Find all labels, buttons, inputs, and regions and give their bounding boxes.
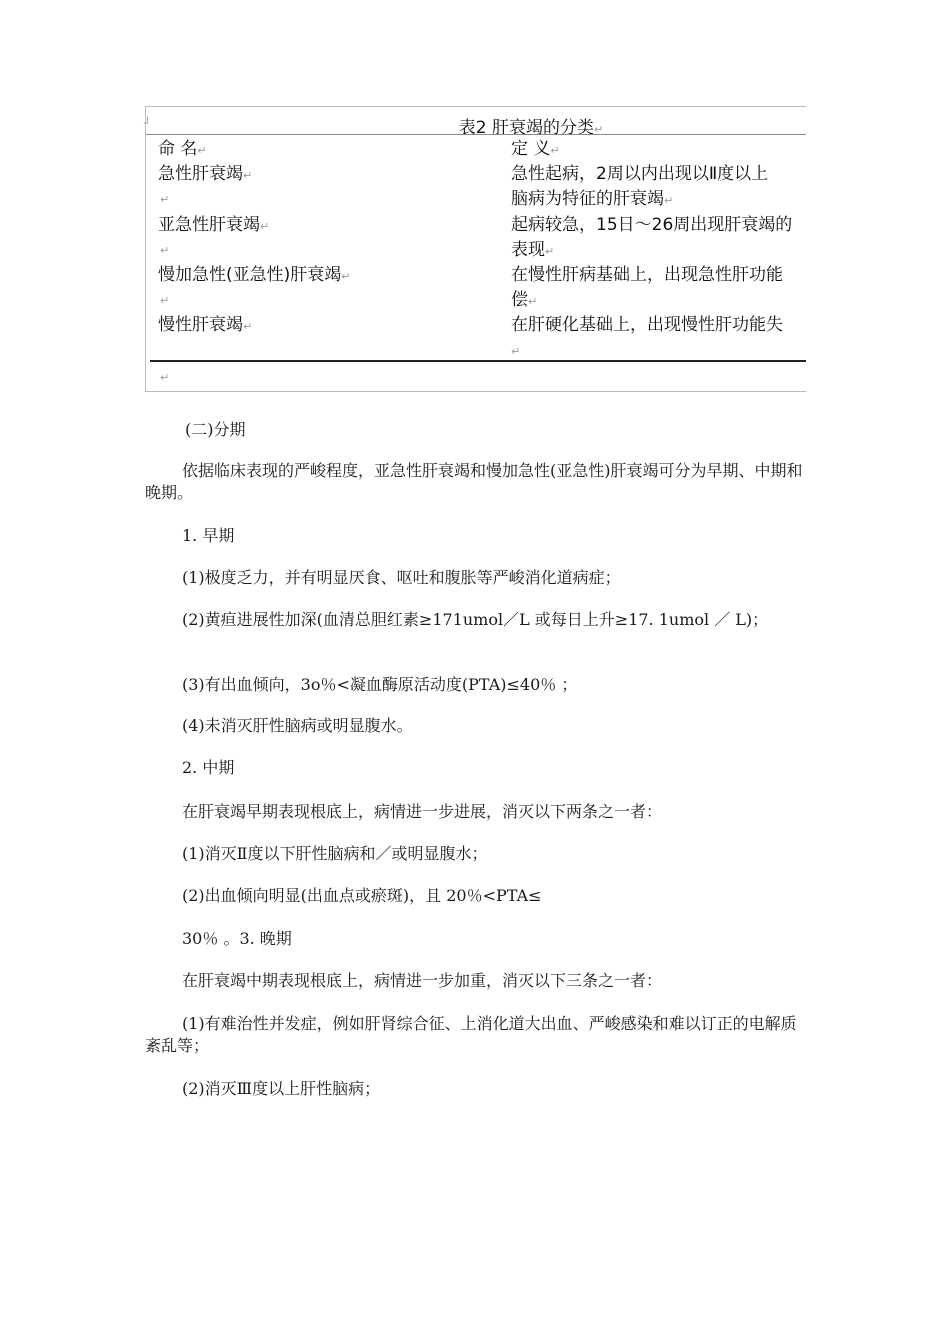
paragraph-mark: ↵ xyxy=(160,244,170,257)
paragraph: 依据临床表现的严峻程度，亚急性肝衰竭和慢加急性(亚急性)肝衰竭可分为早期、中期和晚期。 xyxy=(145,461,803,502)
table-row-name: 慢加急性(亚急性)肝衰竭↵ xyxy=(158,265,351,285)
table-row-definition: 在肝硬化基础上，出现慢性肝功能失 xyxy=(511,315,783,335)
table-row-definition: 表现↵ xyxy=(511,240,555,260)
paragraph: 在肝衰竭中期表现根底上，病情进一步加重，消灭以下三条之一者： xyxy=(182,971,663,990)
paragraph-mark: ↵ xyxy=(160,294,170,307)
subheading-early: 1. 早期 xyxy=(182,526,235,545)
list-item: (4)未消灭肝性脑病或明显腹水。 xyxy=(182,716,413,735)
section-heading: (二)分期 xyxy=(185,420,246,439)
paragraph: 在肝衰竭早期表现根底上，病情进一步进展，消灭以下两条之一者： xyxy=(182,802,663,821)
list-item: (1)消灭Ⅱ度以下肝性脑病和／或明显腹水； xyxy=(182,844,488,863)
list-item: (2)黄疸进展性加深(血清总胆红素≥171umol／L 或每日上升≥17. 1umol ／ L)； xyxy=(182,610,769,629)
table-row-definition: 在慢性肝病基础上，出现急性肝功能 xyxy=(511,265,783,285)
list-item: (2)出血倾向明显(出血点或瘀斑)，且 20％<PTA≤ xyxy=(182,886,542,905)
table-row-definition: 偿↵ xyxy=(511,290,538,310)
table-row-name: 急性肝衰竭↵ xyxy=(158,164,253,184)
paragraph-mark: ↵ xyxy=(511,345,521,358)
table-caption: 表2 肝衰竭的分类↵ xyxy=(458,118,604,138)
table-bottom-rule xyxy=(150,360,806,362)
list-item: (2)消灭Ⅲ度以上肝性脑病； xyxy=(182,1079,381,1098)
list-item: (1)极度乏力，并有明显厌食、呕吐和腹胀等严峻消化道病症； xyxy=(182,568,621,587)
list-item: (3)有出血倾向，3o％<凝血酶原活动度(PTA)≤40％ ； xyxy=(182,675,578,694)
list-item: 30％ 。3. 晚期 xyxy=(182,929,292,948)
subheading-middle: 2. 中期 xyxy=(182,758,235,777)
table-row-definition: 脑病为特征的肝衰竭↵ xyxy=(511,189,674,209)
table-header-definition: 定 义↵ xyxy=(511,139,560,159)
table-row-definition: 起病较急，15日～26周出现肝衰竭的 xyxy=(511,215,793,235)
table-header-name: 命 名↵ xyxy=(158,139,207,159)
paragraph-mark: ↵ xyxy=(160,371,170,384)
table-row-name: 亚急性肝衰竭↵ xyxy=(158,215,270,235)
paragraph-mark: ↵ xyxy=(160,193,170,206)
table-row-name: 慢性肝衰竭↵ xyxy=(158,315,253,335)
classification-table-image xyxy=(145,106,806,392)
list-item: (1)有难治性并发症，例如肝肾综合征、上消化道大出血、严峻感染和难以订正的电解质紊乱等； xyxy=(145,1014,797,1055)
table-top-rule xyxy=(146,134,806,135)
table-row-definition: 急性起病，2周以内出现以Ⅱ度以上 xyxy=(511,164,769,184)
edge-mark: ┘ xyxy=(144,117,151,130)
